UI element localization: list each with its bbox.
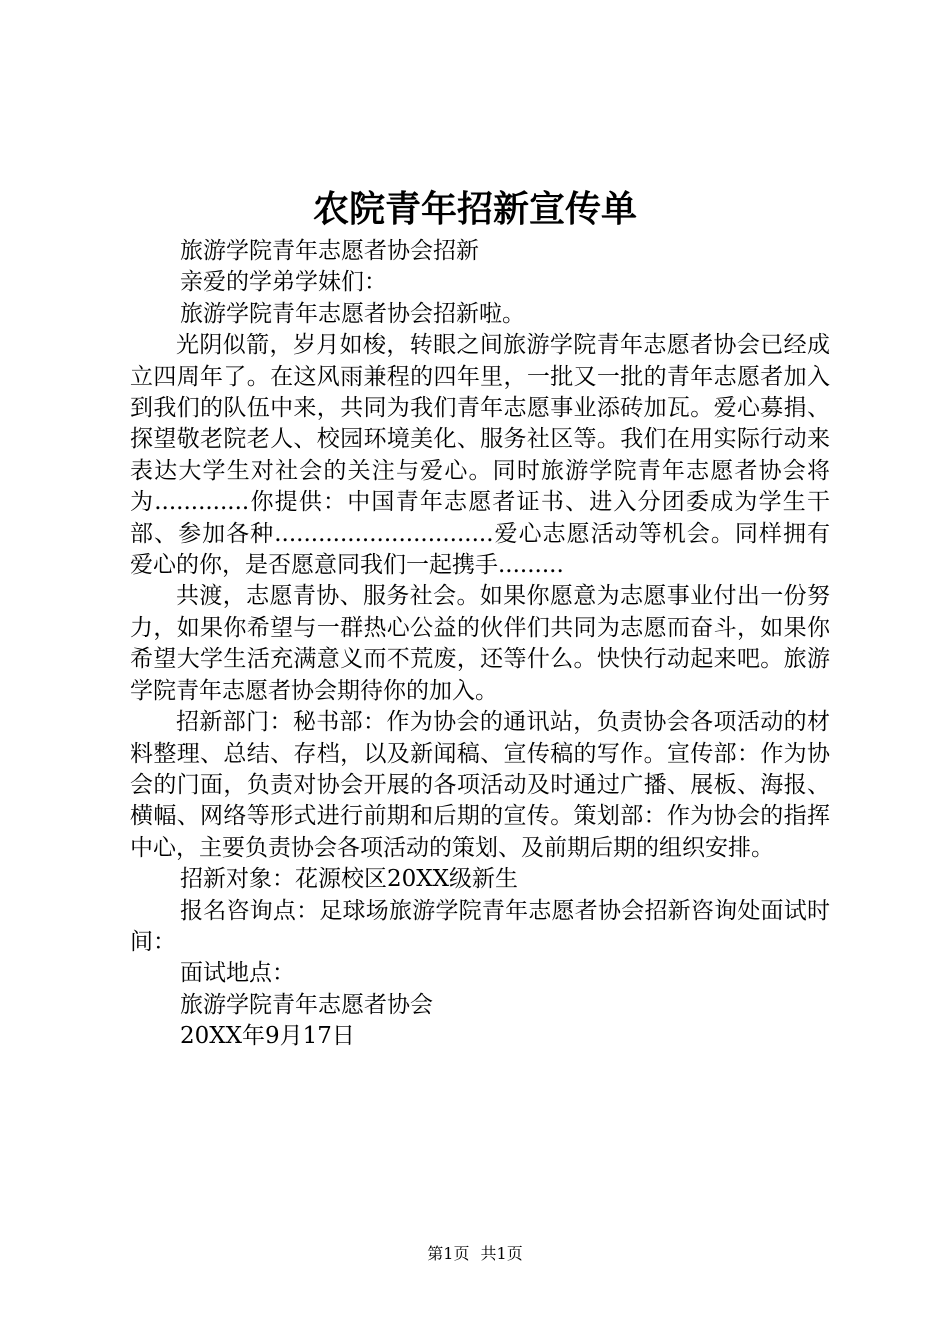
paragraph-call-to-action: 共渡，志愿青协、服务社会。如果你愿意为志愿事业付出一份努力，如果你希望与一群热心公益的伙伴们共同为志愿而奋斗，如果你希望大学生活充满意义而不荒废，还等什么。快快行动起来吧。旅游学院青年志愿者协会期待你的加入。 bbox=[130, 583, 830, 704]
page-number: 第1页 bbox=[427, 1244, 470, 1263]
paragraph-signature: 旅游学院青年志愿者协会 bbox=[180, 991, 433, 1018]
paragraph-announcement: 旅游学院青年志愿者协会招新啦。 bbox=[180, 300, 525, 327]
paragraph-target: 招新对象：花源校区20XX级新生 bbox=[180, 866, 519, 893]
paragraph-greeting: 亲爱的学弟学妹们： bbox=[180, 269, 387, 296]
page-footer bbox=[0, 1243, 950, 1265]
paragraph-signup-location: 报名咨询点：足球场旅游学院青年志愿者协会招新咨询处面试时间： bbox=[130, 897, 830, 955]
paragraph-interview-location: 面试地点： bbox=[180, 960, 295, 987]
document-body bbox=[130, 236, 830, 1053]
page-total: 共1页 bbox=[480, 1244, 523, 1263]
paragraph-intro: 光阴似箭，岁月如梭，转眼之间旅游学院青年志愿者协会已经成立四周年了。在这风雨兼程的四年里，一批又一批的青年志愿者加入到我们的队伍中来，共同为我们青年志愿事业添砖加瓦。爱心募捐、探望敬老院老人、校园环境美化、服务社区等。我们在用实际行动来表达大学生对社会的关注与爱心。同时旅游学院青年志愿者协会将为.............你提供：中国青年志愿者证书、进入分团委成为学生干部、参加各种..............................爱心志愿活动等机会。同样拥有爱心的你，是否愿意同我们一起携手......... bbox=[130, 332, 830, 579]
paragraph-date: 20XX年9月17日 bbox=[180, 1023, 355, 1050]
paragraph-org-heading: 旅游学院青年志愿者协会招新 bbox=[180, 238, 479, 264]
document-title: 农院青年招新宣传单 bbox=[312, 188, 637, 230]
paragraph-departments: 招新部门：秘书部：作为协会的通讯站，负责协会各项活动的材料整理、总结、存档，以及新闻稿、宣传稿的写作。宣传部：作为协会的门面，负责对协会开展的各项活动及时通过广播、展板、海报、横幅、网络等形式进行前期和后期的宣传。策划部：作为协会的指挥中心，主要负责协会各项活动的策划、及前期后期的组织安排。 bbox=[130, 709, 830, 861]
